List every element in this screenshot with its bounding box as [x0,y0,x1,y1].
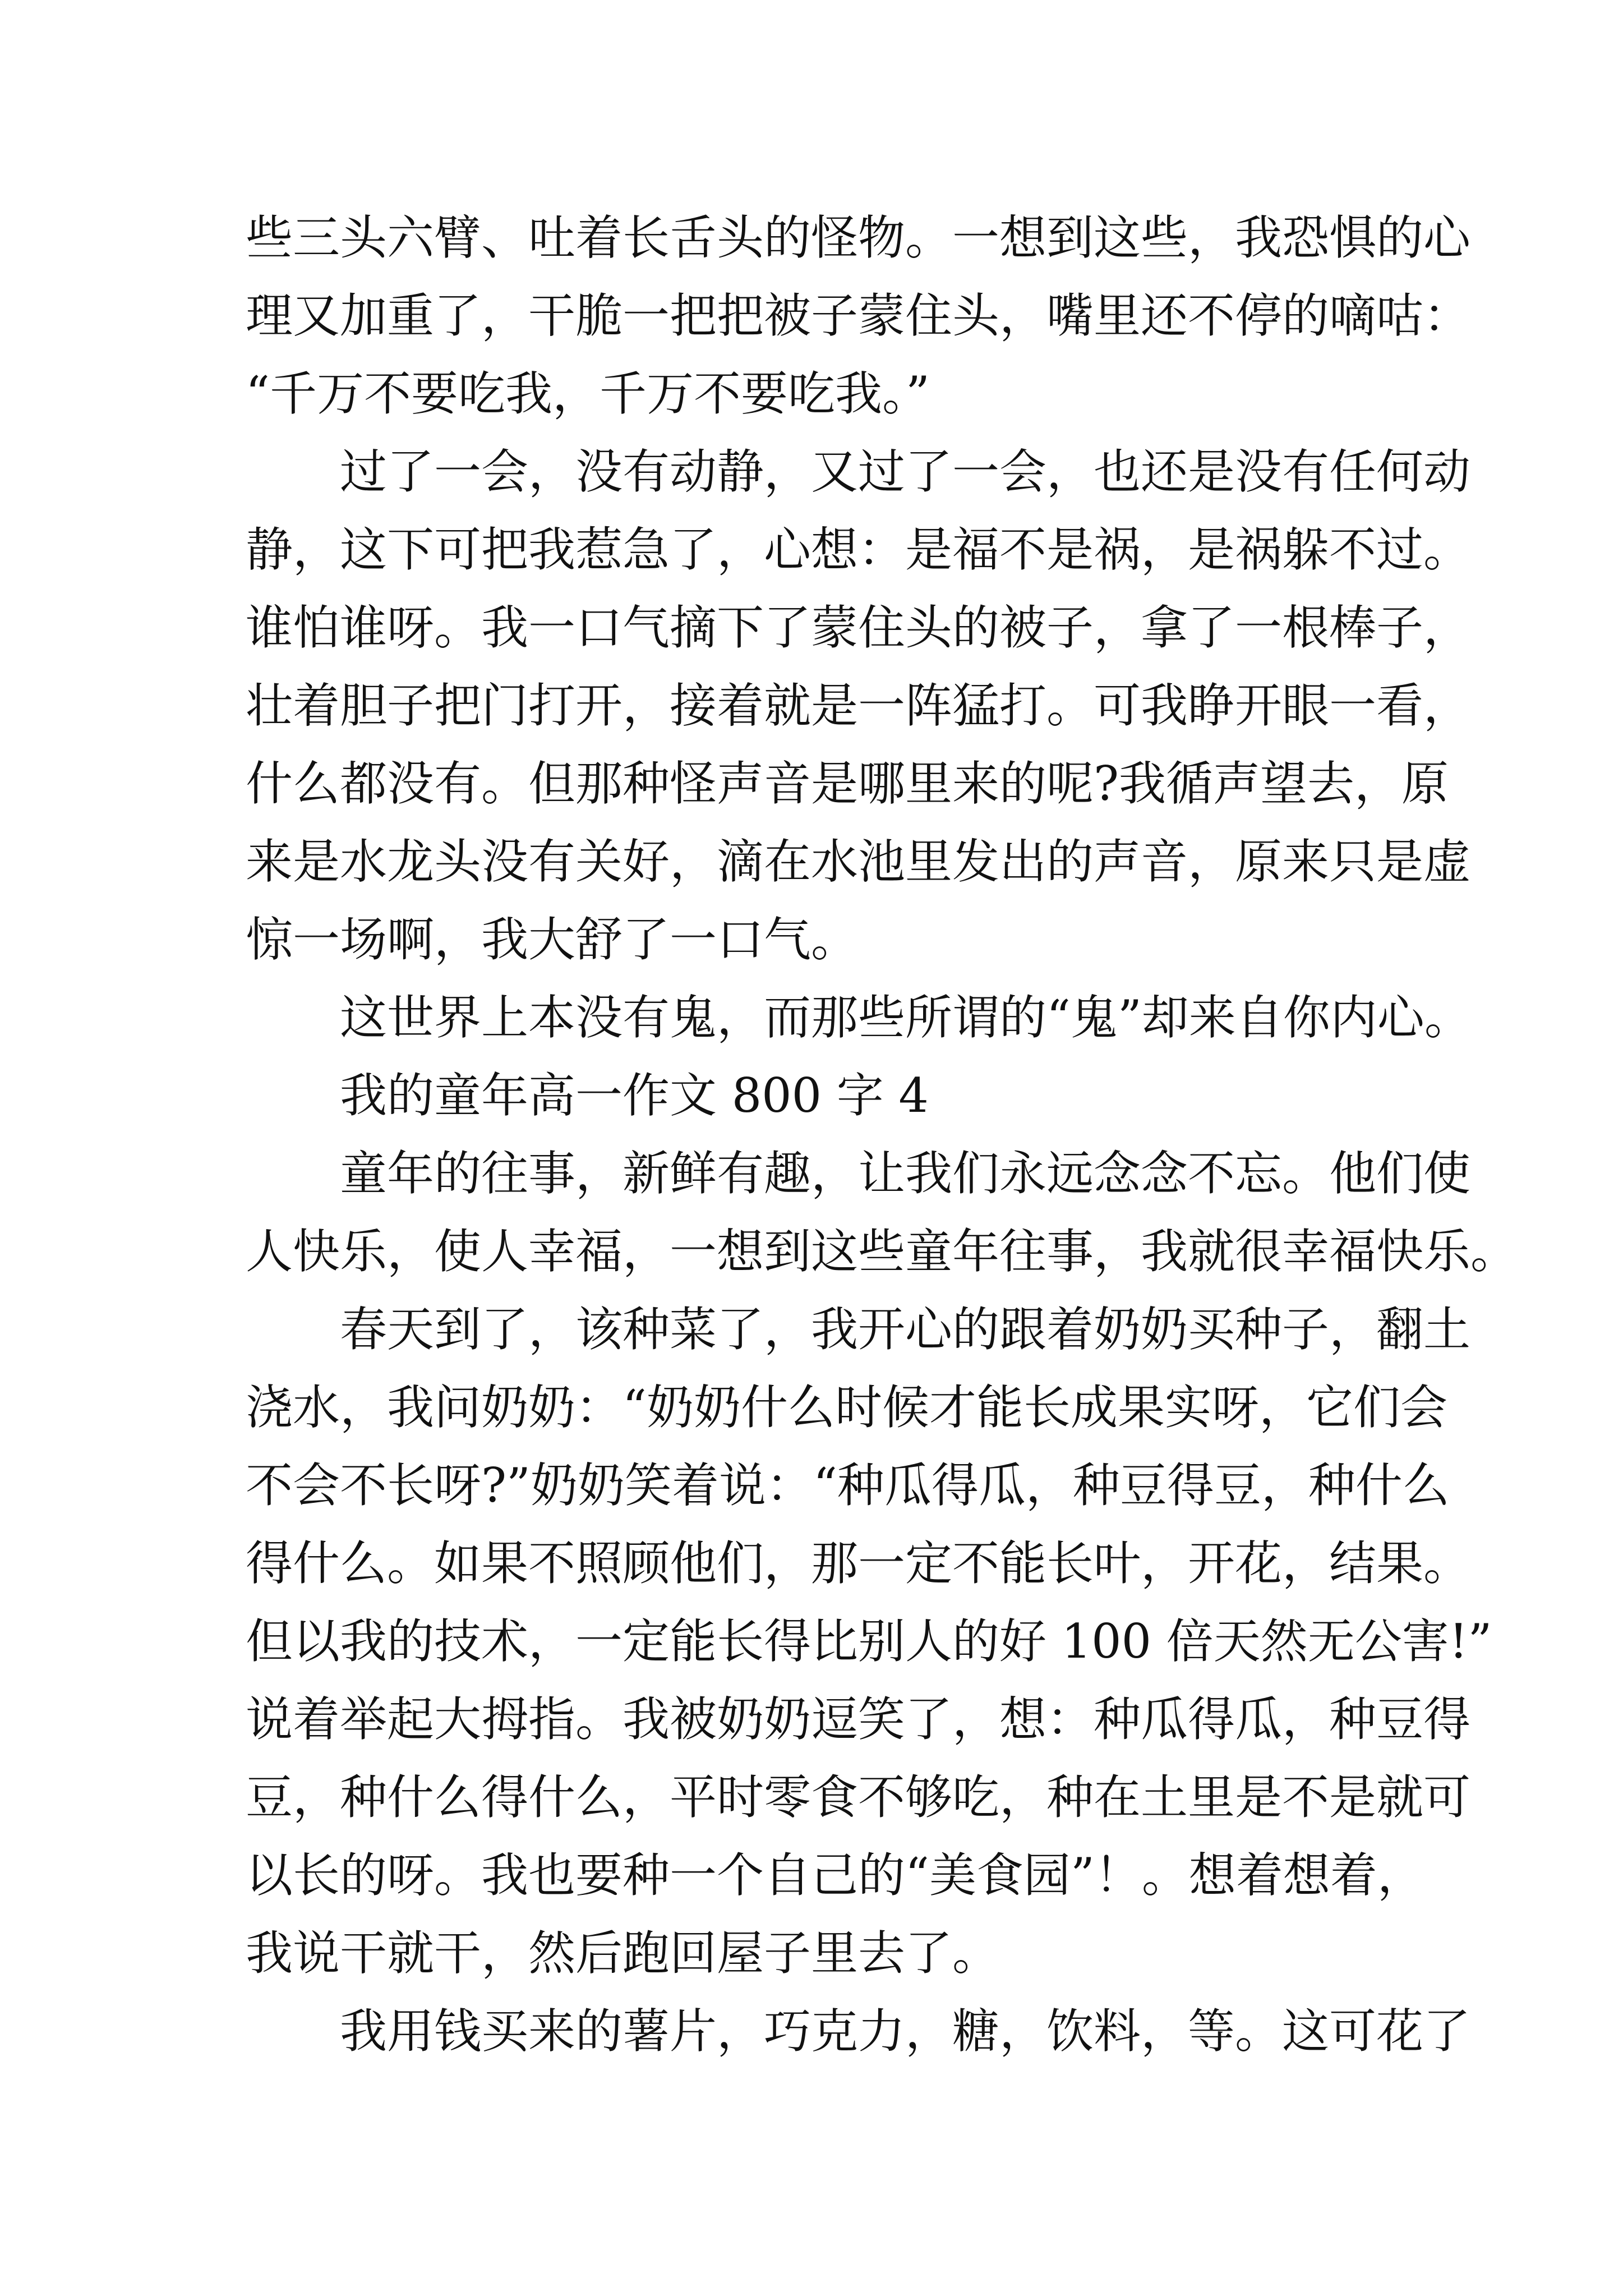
paragraph-start-line: 童年的往事，新鲜有趣，让我们永远念念不忘。他们使 [340,1146,1471,1201]
text-line: 浇水，我问奶奶：“奶奶什么时候才能长成果实呀，它们会 [246,1380,1447,1435]
paragraph-start-line: 过了一会，没有动静，又过了一会，也还是没有任何动 [340,444,1471,499]
text-line: “千万不要吃我，千万不要吃我。” [246,366,930,421]
section-heading: 我的童年高一作文 800 字 4 [340,1068,929,1123]
paragraph-start-line: 我用钱买来的薯片，巧克力，糖，饮料，等。这可花了 [340,2004,1471,2059]
text-line: 不会不长呀?”奶奶笑着说：“种瓜得瓜，种豆得豆，种什么 [246,1458,1450,1513]
text-line: 谁怕谁呀。我一口气摘下了蒙住头的被子，拿了一根棒子， [246,600,1471,655]
text-line: 惊一场啊，我大舒了一口气。 [246,912,859,967]
text-line: 以长的呀。我也要种一个自己的“美食园”！。想着想着， [246,1848,1424,1903]
text-line: 些三头六臂、吐着长舌头的怪物。一想到这些，我恐惧的心 [246,210,1471,265]
text-line: 人快乐，使人幸福，一想到这些童年往事，我就很幸福快乐。 [246,1224,1518,1279]
paragraph-start-line: 春天到了，该种菜了，我开心的跟着奶奶买种子，翻土 [340,1302,1471,1357]
text-line: 得什么。如果不照顾他们，那一定不能长叶，开花，结果。 [246,1536,1471,1591]
text-line: 来是水龙头没有关好，滴在水池里发出的声音，原来只是虚 [246,834,1471,889]
text-line: 什么都没有。但那种怪声音是哪里来的呢?我循声望去，原 [246,756,1449,811]
text-line: 我说干就干，然后跑回屋子里去了。 [246,1926,1000,1981]
text-line: 说着举起大拇指。我被奶奶逗笑了，想：种瓜得瓜，种豆得 [246,1692,1471,1747]
text-line: 但以我的技术，一定能长得比别人的好 100 倍天然无公害!” [246,1614,1492,1669]
text-line: 静，这下可把我惹急了，心想：是福不是祸，是祸躲不过。 [246,522,1471,577]
text-line: 壮着胆子把门打开，接着就是一阵猛打。可我睁开眼一看， [246,678,1471,733]
body-text [246,199,1518,2070]
text-line: 理又加重了，干脆一把把被子蒙住头，嘴里还不停的嘀咕： [246,288,1471,343]
text-line: 豆，种什么得什么，平时零食不够吃，种在土里是不是就可 [246,1770,1471,1825]
paragraph-start-line: 这世界上本没有鬼，而那些所谓的“鬼”却来自你内心。 [340,990,1472,1045]
